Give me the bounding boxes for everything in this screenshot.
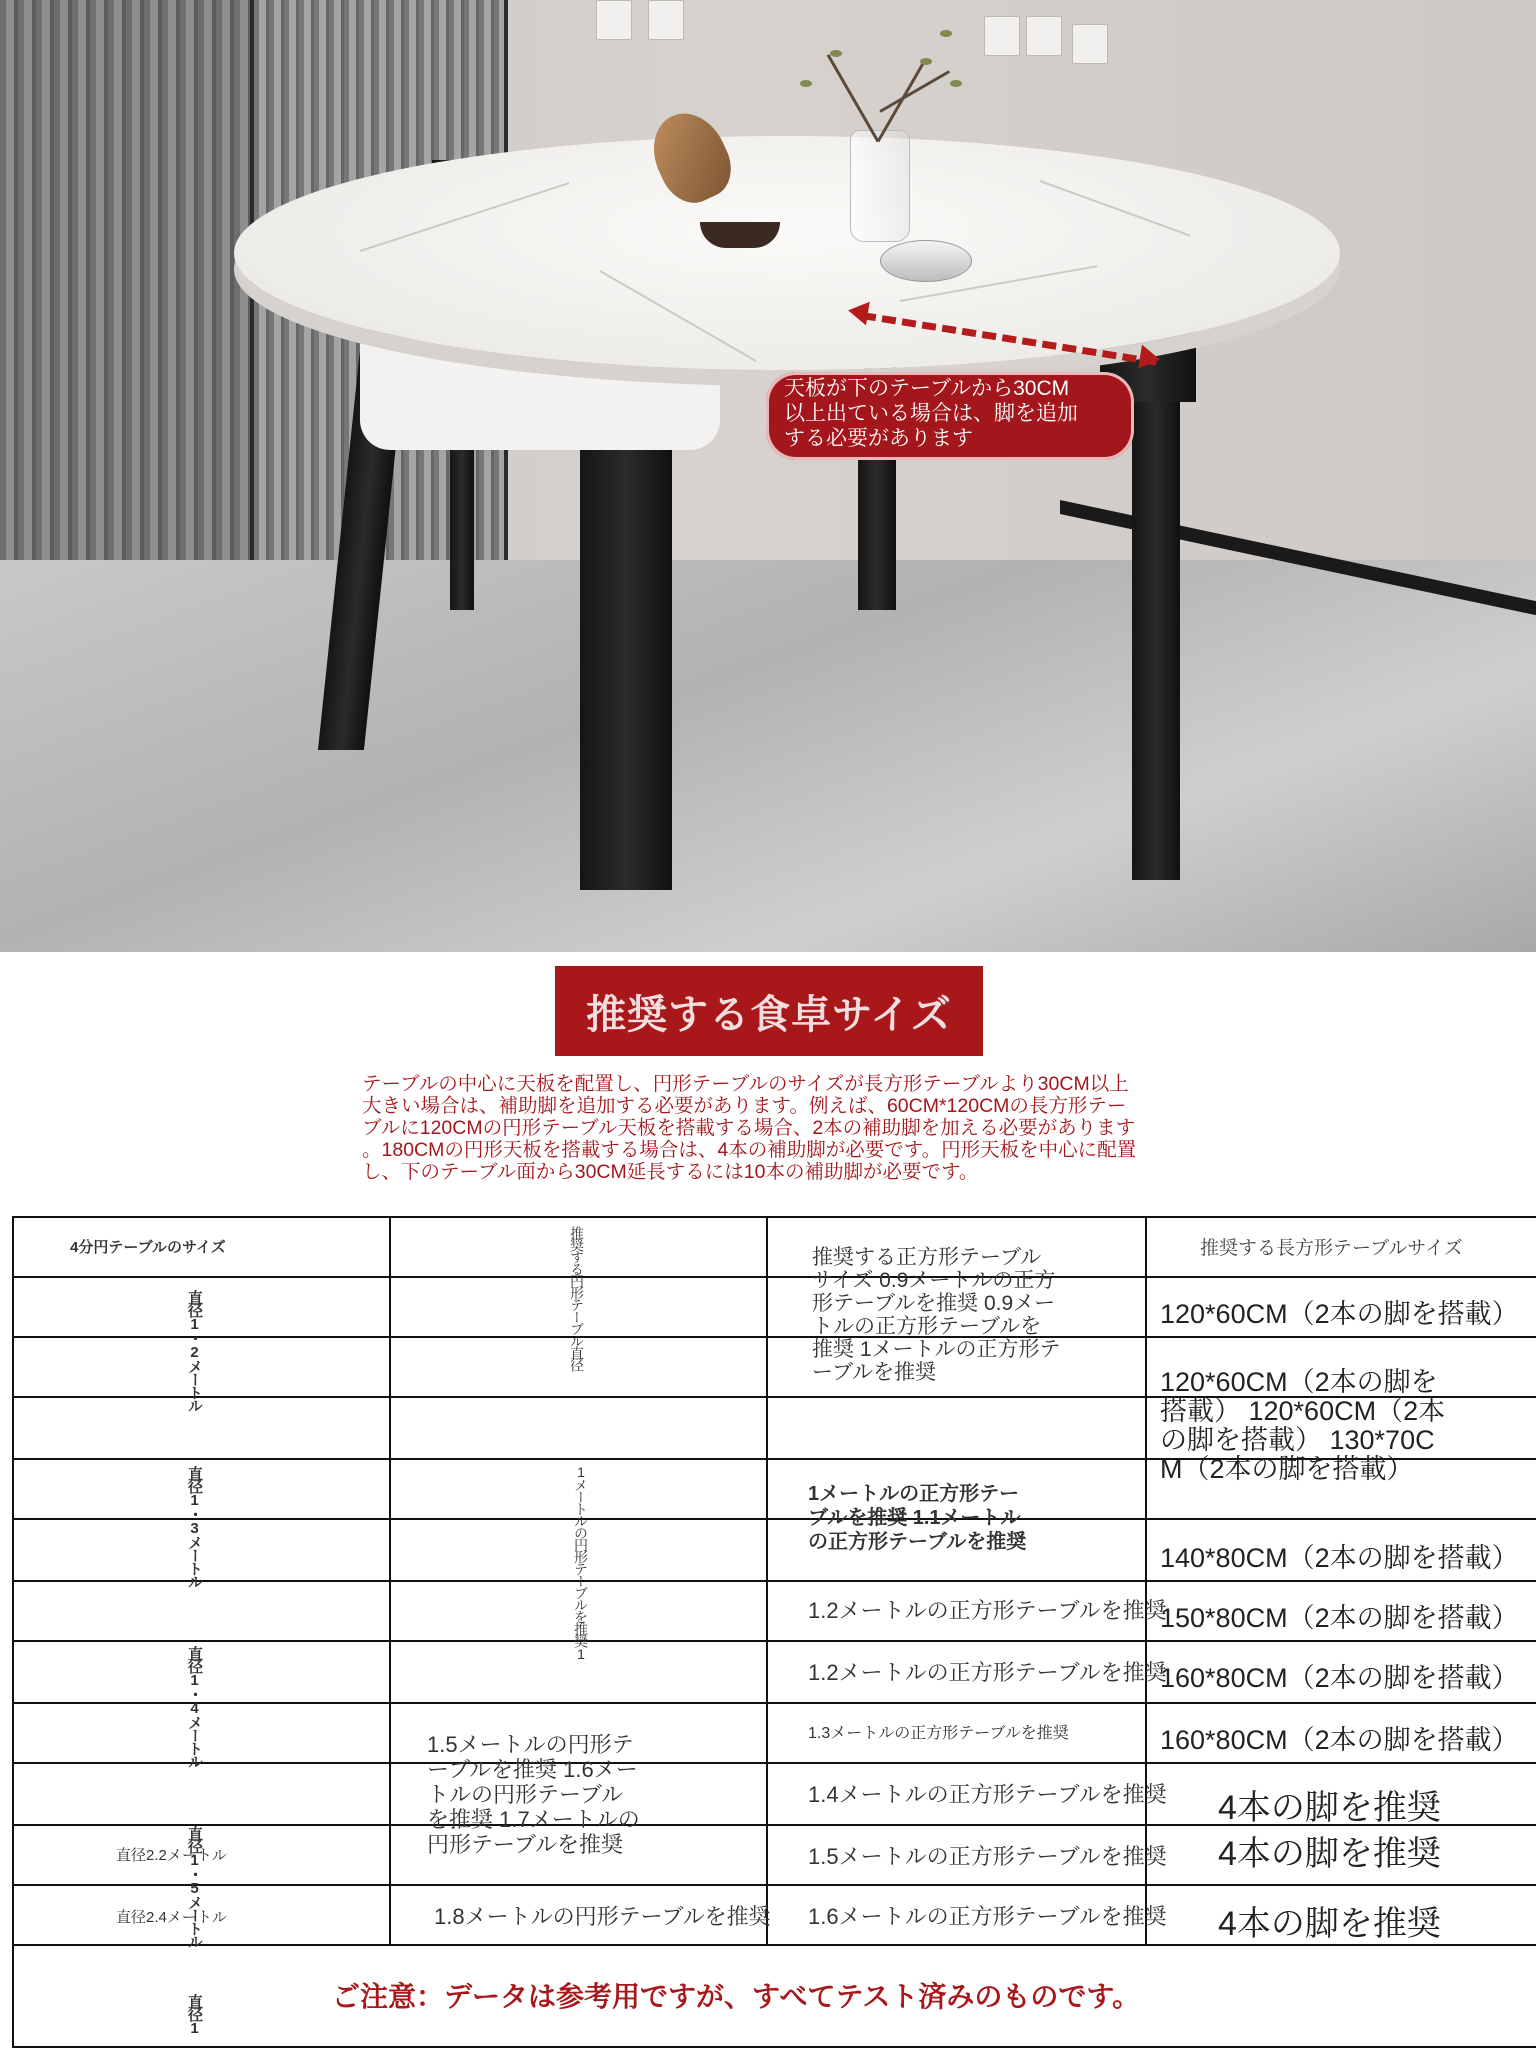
square-table-recommendation: 1.2メートルの正方形テーブルを推奨	[808, 1660, 1167, 1685]
table-rule	[766, 1216, 768, 1944]
table-rule	[12, 1216, 14, 2048]
table-rule	[12, 1884, 1536, 1886]
table-rule	[1145, 1216, 1147, 1944]
table-leg	[580, 390, 672, 890]
round-table-line: 1.5メートルの円形テ	[427, 1732, 634, 1757]
callout-line: する必要があります	[784, 427, 973, 450]
table-rule	[12, 1762, 1536, 1764]
overhang-callout	[766, 372, 1134, 460]
rectangle-table-recommendation: 150*80CM（2本の脚を搭載）	[1160, 1603, 1519, 1633]
table-rule	[12, 1640, 1536, 1642]
rectangle-table-recommendation: 160*80CM（2本の脚を搭載）	[1160, 1663, 1519, 1693]
rectangle-table-line: の脚を搭載） 130*70C	[1160, 1425, 1435, 1455]
diameter-label: 直径1・2メートル	[186, 1290, 203, 1411]
table-rule	[389, 1216, 391, 1944]
round-table-line: 円形テーブルを推奨	[427, 1832, 624, 1857]
diameter-row-label: 直径2.4メートル	[116, 1909, 227, 1926]
table-rule	[12, 1336, 1536, 1338]
auxiliary-leg	[1132, 320, 1180, 880]
rectangle-table-recommendation: 140*80CM（2本の脚を搭載）	[1160, 1543, 1519, 1573]
leaf	[830, 50, 842, 57]
wall-socket	[1072, 24, 1108, 64]
square-table-recommendation: 1.5メートルの正方形テーブルを推奨	[808, 1844, 1167, 1869]
square-table-recommendation: 1.4メートルの正方形テーブルを推奨	[808, 1782, 1167, 1807]
arrow-right-icon	[1138, 345, 1162, 372]
wall-socket	[596, 0, 632, 40]
description-line: し、下のテーブル面から30CM延長するには10本の補助脚が必要です。	[362, 1161, 979, 1183]
round-table-line: トルの円形テーブル	[427, 1782, 624, 1807]
diameter-label: 直径1・4メートル	[186, 1646, 203, 1767]
square-table-line: の正方形テーブルを推奨	[808, 1531, 1027, 1553]
table-rule	[12, 1702, 1536, 1704]
glass-vase	[850, 130, 910, 242]
diameter-label: 直径1・3メートル	[186, 1466, 203, 1587]
round-table-recommendation: 1.8メートルの円形テーブルを推奨	[434, 1904, 771, 1929]
diameter-row-label: 直径2.2メートル	[116, 1847, 227, 1864]
diameter-label: 直径1・5メートル	[186, 1826, 203, 1947]
header-round-diameter: 推奨する円形テーブル直径	[569, 1226, 585, 1370]
header-square-size: 推奨する正方形テーブルサイズ 0.9メートルの正方形テーブルを推奨 0.9メートルの正方形テーブルを推奨 1メートルの正方形テーブルを推奨	[812, 1246, 1061, 1384]
rectangle-table-line: 搭載） 120*60CM（2本	[1160, 1396, 1446, 1426]
round-table-block	[427, 1732, 640, 1857]
table-rule	[12, 1216, 1536, 1218]
marble-floor	[0, 560, 1536, 952]
square-table-recommendation: 1.6メートルの正方形テーブルを推奨	[808, 1904, 1167, 1929]
wall-socket	[984, 16, 1020, 56]
square-table-bold	[808, 1482, 1026, 1554]
leaf	[920, 58, 932, 65]
square-table-line: ブルを推奨 1.1メートル	[808, 1507, 1021, 1529]
description-line: テーブルの中心に天板を配置し、円形テーブルのサイズが長方形テーブルより30CM以上	[362, 1073, 1129, 1095]
description-line: 大きい場合は、補助脚を追加する必要があります。例えば、60CM*120CMの長方形テー	[362, 1095, 1127, 1117]
table-rule	[12, 1276, 1536, 1278]
header-quarter-table-size: 4分円テーブルのサイズ	[70, 1239, 226, 1256]
description-line: ブルに120CMの円形テーブル天板を搭載する場合、2本の補助脚を加える必要があります	[362, 1117, 1136, 1139]
callout-line: 以上出ている場合は、脚を追加	[784, 402, 1078, 425]
rectangle-table-line: 120*60CM（2本の脚を	[1160, 1367, 1438, 1397]
rectangle-table-recommendation: 4本の脚を推奨	[1218, 1835, 1441, 1873]
square-table-line: 1メートルの正方形テー	[808, 1483, 1020, 1505]
rectangle-table-recommendation: 120*60CM（2本の脚を搭載）	[1160, 1299, 1519, 1329]
leaf	[950, 80, 962, 87]
header-rectangle-size: 推奨する長方形テーブルサイズ	[1200, 1238, 1463, 1259]
round-table-line: を推奨 1.7メートルの	[427, 1807, 640, 1832]
description-text	[362, 1073, 1322, 1183]
table-rule	[12, 1580, 1536, 1582]
product-photo	[0, 0, 1536, 952]
leaf	[800, 80, 812, 87]
rectangle-table-block	[1160, 1368, 1445, 1484]
wall-socket	[648, 0, 684, 40]
leaf	[940, 30, 952, 37]
round-table-line: ーブルを推奨 1.6メー	[427, 1757, 638, 1782]
square-table-recommendation: 1.2メートルの正方形テーブルを推奨	[808, 1598, 1167, 1623]
arrow-left-icon	[846, 299, 870, 326]
square-table-recommendation: 1.3メートルの正方形テーブルを推奨	[808, 1725, 1069, 1742]
footnote: ご注意：データは参考用ですが、すべてテスト済みのものです。	[332, 1980, 1141, 2013]
round-table-recommendation: 1メートルの円形テーブルを推奨1	[573, 1464, 589, 1660]
round-marble-tabletop	[234, 136, 1340, 370]
rectangle-table-recommendation: 4本の脚を推奨	[1218, 1905, 1441, 1943]
wall-socket	[1026, 16, 1062, 56]
size-table	[12, 1216, 1536, 2048]
table-rule	[12, 1518, 1536, 1520]
rectangle-table-recommendation: 160*80CM（2本の脚を搭載）	[1160, 1725, 1519, 1755]
rectangle-table-recommendation: 4本の脚を推奨	[1218, 1789, 1441, 1827]
callout-line: 天板が下のテーブルから30CM	[784, 377, 1070, 400]
description-line: 。180CMの円形天板を搭載する場合は、4本の補助脚が必要です。円形天板を中心に配置	[362, 1139, 1137, 1161]
diameter-label: 直径1	[186, 1994, 203, 2035]
rectangle-table-line: M（2本の脚を搭載）	[1160, 1454, 1414, 1484]
section-title: 推奨する食卓サイズ	[555, 966, 983, 1056]
plate-stack	[880, 240, 972, 282]
